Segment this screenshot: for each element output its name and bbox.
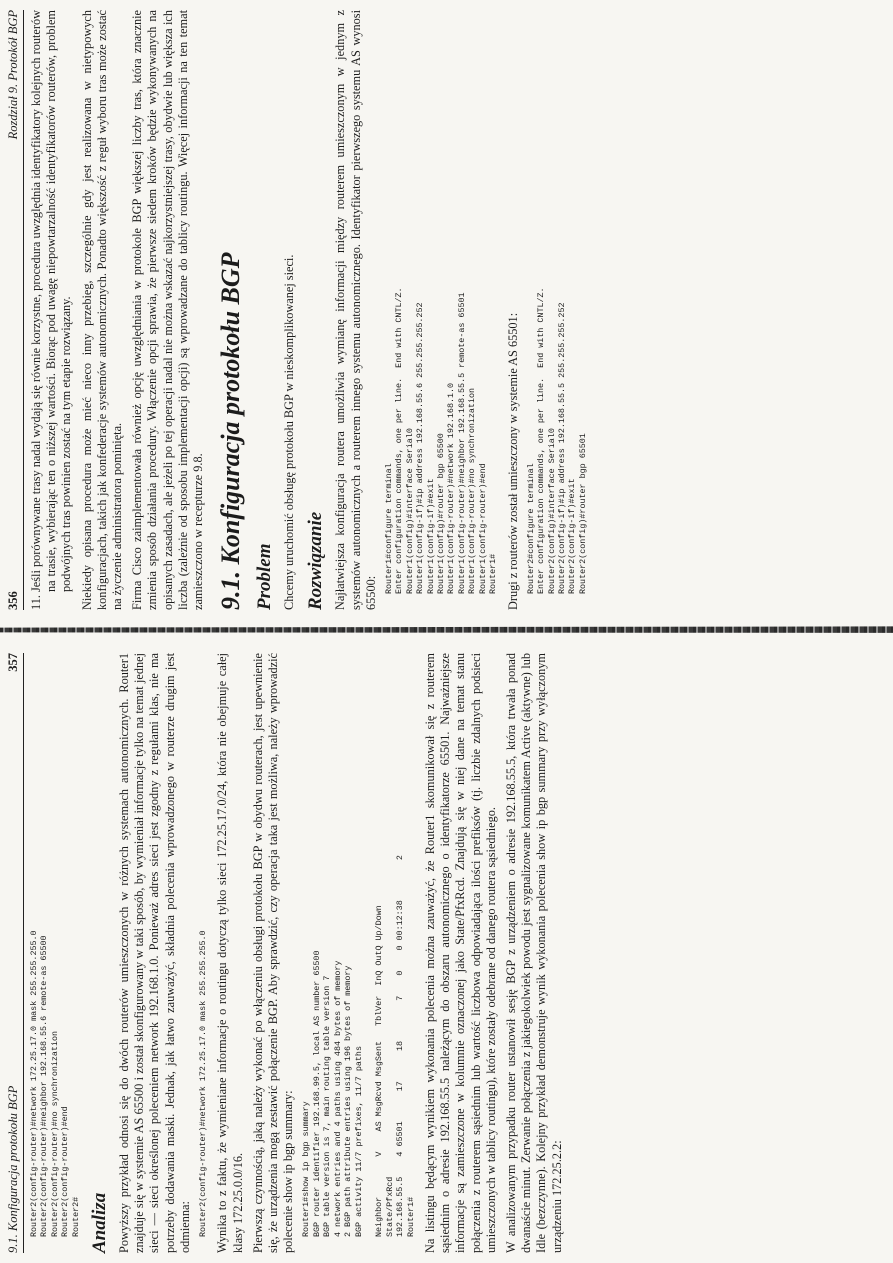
code-listing-continued: Router2(config-router)#network 172.25.17.0 mask 255.255.255.0 Router2(config-router)#neighbor 192.168.55.6 remote-as 65500 Router2(config-router)#no synchronization Router2(config-router)#end Router2# — [29, 930, 81, 1237]
right-page — [0, 643, 893, 1263]
section-title: 9.1. Konfiguracja protokołu BGP — [216, 252, 246, 610]
paragraph: Drugi z routerów został umieszczony w systemie AS 65501: — [505, 312, 520, 610]
page-number: 356 — [6, 591, 20, 610]
page-number: 357 — [6, 653, 20, 672]
analysis-heading: Analiza — [89, 1192, 111, 1253]
right-page-content — [0, 643, 893, 1263]
paragraph: Wynika to z faktu, że wymieniane informacje o routingu dotyczą tylko sieci 172.25.17.0/24, która nie obejmuje całej klasy 172.25.0.0/16. — [215, 653, 245, 1253]
code-listing-network: Router2(config-router)#network 172.25.17.0 mask 255.255.255.0 — [198, 930, 209, 1237]
paragraph: W analizowanym przypadku router ustanowił sesję BGP z urządzeniem o adresie 192.168.55.5, która trwała ponad dwanaście minut. Zerwanie połączenia z jakiegokolwiek powodu jest sygnalizowane komunikatem Active (aktywne) lub Idle (bezczynne). Kolejny przykład demonstruje wynik wykonania polecenia show ip bgp summary przy wyłączonym urządzeniu 172.25.2.2: — [503, 653, 564, 1253]
running-title: Rozdział 9. Protokół BGP — [6, 10, 20, 140]
code-listing-router2: Router2#configure terminal Enter configuration commands, one per line. End with CNTL/Z. Router2(config)#interface Serial0 Router2(config-if)#ip address 192.168.55.5 255.255.255.252 Router2(config-if)#exit Router2(config)#router bgp 65501 — [525, 287, 588, 594]
paragraph: Powyższy przykład odnosi się do dwóch routerów umieszczonych w różnych systemach autonomicznych. Router1 znajduje się w systemie AS 65500 i został skonfigurowany w taki sposób, by wymieniał informacje tylko na temat jednej sieci — sieci określonej poleceniem network 192.168.1.0. Ponieważ adres sieci jest zgodny z regułami klas, nie ma potrzeby dodawania maski. Jednak, jak łatwo zauważyć, składnia polecenia wprowadzonego w routerze drugim jest odmienna: — [117, 653, 192, 1253]
paragraph: Firma Cisco zaimplementowała również opcję uwzględniania w protokole BGP większej liczby tras, która znacznie zmienia sposób działania procedury. Włączenie opcji sprawia, że pierwsze siedem kroków będzie wykonywanych na opisanych zasadach, ale jeżeli po tej operacji nadal nie można wskazać najkorzystniejszej trasy, obydwie lub większa ich liczba (zależnie od sposobu implementacji opcji) są wprowadzane do tablicy routingu. Więcej informacji na ten temat zamieszczono w recepturze 9.8. — [130, 10, 206, 610]
paragraph: Niekiedy opisana procedura może mieć nieco inny przebieg, szczególnie gdy jest realizowana w nietypowych konfiguracjach, takich jak konfederacje systemów autonomicznych. Ponadto większość z reguł wyboru tras może zostać na życzenie administratora pominięta. — [79, 10, 125, 610]
code-listing-summary: Router1#show ip bgp summary BGP router identifier 192.168.99.5, local AS number 65500 BGP table version is 7, main routing table version 7 4 network entries and 4 paths using 484 bytes of memory 2 BGP path attribute entries using 196 bytes of memory BGP activity 11/7 prefixes, 11/7 paths Neighbor V AS MsgRcvd MsgSent TblVer InQ OutQ Up/Down State/PfxRcd 192.168.55.5 4 65501 17 18 7 0 0 00:12:38 2 Router1# — [301, 855, 416, 1237]
left-page — [0, 0, 893, 620]
problem-text: Chcemy uruchomić obsługę protokołu BGP w nieskomplikowanej sieci. — [282, 254, 297, 610]
solution-text: Najłatwiejsza konfiguracja routera umożliwia wymianę informacji między routerem umieszczonym w jednym z systemów autonomicznych a routerem innego systemu autonomicznego. Identyfikator pierwszego systemu AS wynosi 65500: — [333, 10, 378, 610]
solution-heading: Rozwiązanie — [305, 511, 327, 610]
paragraph: Na listingu będącym wynikiem wykonania polecenia można zauważyć, że Router1 skomunikował się z routerem sąsiednim o adresie 192.168.55.5 należącym do obszaru autonomicznego o identyfikatorze 65501. Najważniejsze informacje są zamieszczone w kolumnie oznaczonej jako State/PfxRcd. Znajdują się w niej dane na temat stanu połączenia z routerem sąsiednim lub wartość liczbowa odpowiadająca ilości prefiksów (tj. liczbie zdalnych podsieci umieszczonych w tablicy routingu), które zostały odebrane od danego routera sąsiedniego. — [422, 653, 498, 1253]
page-header — [6, 653, 24, 1253]
problem-heading: Problem — [254, 543, 276, 610]
page-header — [6, 10, 24, 610]
page-spine-divider — [0, 618, 893, 642]
code-listing-router1: Router1#configure terminal Enter configuration commands, one per line. End with CNTL/Z. Router1(config)#interface Serial0 Router1(config-if)#ip address 192.168.55.6 255.255.255.252 Router1(config-if)#exit Router1(config)#router bgp 65500 Router1(config-router)#network 192.168.1.0 Router1(config-router)#neighbor 192.168.55.5 remote-as 65501 Router1(config-router)#no synchronization Router1(config-router)#end Router1# — [384, 287, 499, 594]
list-item-11: 11. Jeśli porównywane trasy nadal wydają się równie korzystne, procedura uwzględnia identyfikatory kolejnych routerów na trasie, wybierając ten o niższej wartości. Biorąc pod uwagę niepowtarzalność identyfikatorów routerów, problem podwójnych tras powinien zostać na tym etapie rozwiązany. — [29, 10, 74, 610]
running-title: 9.1. Konfiguracja protokołu BGP — [6, 1085, 20, 1253]
left-page-content — [0, 0, 893, 620]
paragraph: Pierwszą czynnością, jaką należy wykonać po włączeniu obsługi protokołu BGP w obydwu routerach, jest upewnienie się, że urządzenia mogą zestawić połączenie BGP. Aby sprawdzić, czy operacja taka jest możliwa, należy wprowadzić polecenie show ip bgp summary: — [250, 653, 296, 1253]
